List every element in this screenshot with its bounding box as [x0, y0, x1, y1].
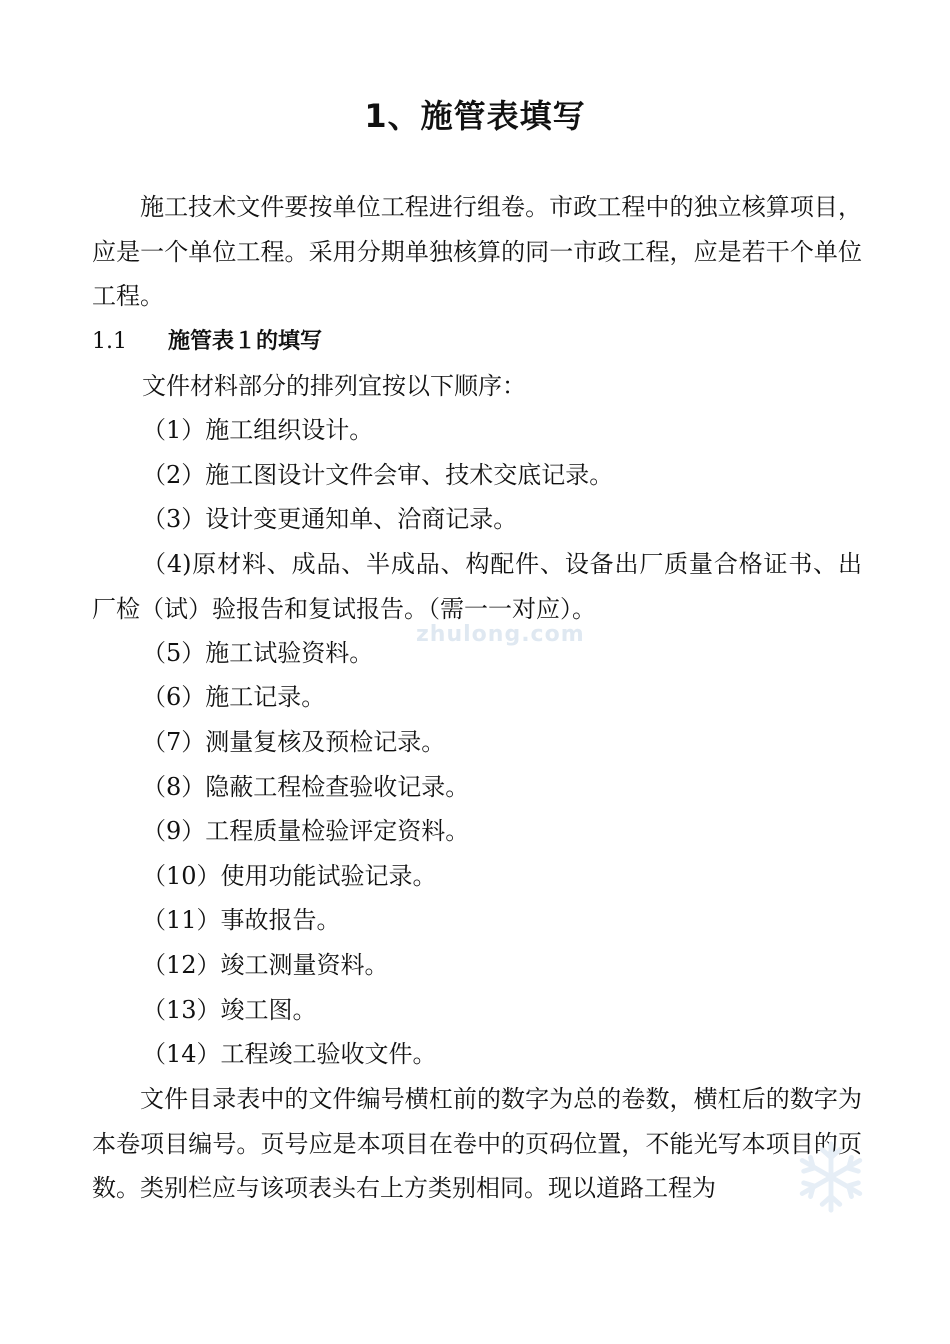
list-item: （7）测量复核及预检记录。 [142, 728, 446, 756]
section-title: 施管表１的填写 [168, 329, 323, 354]
snowflake-logo-icon [792, 1138, 870, 1216]
list-item: （6）施工记录。 [142, 683, 326, 711]
list-item: （10）使用功能试验记录。 [142, 862, 437, 890]
list-item: （2）施工图设计文件会审、技术交底记录。 [142, 461, 614, 489]
list-item: （1）施工组织设计。 [142, 416, 374, 444]
list-item: （9）工程质量检验评定资料。 [142, 817, 470, 845]
list-item: （11）事故报告。 [142, 906, 341, 934]
order-intro: 文件材料部分的排列宜按以下顺序： [142, 372, 526, 400]
list-item: （3）设计变更通知单、洽商记录。 [142, 505, 518, 533]
intro-paragraph: 施工技术文件要按单位工程进行组卷。市政工程中的独立核算项目，应是一个单位工程。采用分期单独核算的同一市政工程，应是若干个单位工程。 [92, 193, 862, 310]
list-item: （12）竣工测量资料。 [142, 951, 389, 979]
watermark: zhulong.com [416, 622, 585, 647]
section-number: 1.1 [92, 329, 127, 354]
section-heading [92, 320, 322, 364]
list-item: （5）施工试验资料。 [142, 639, 374, 667]
list-item: （14）工程竣工验收文件。 [142, 1040, 437, 1068]
page-title: 1、施管表填写 [364, 97, 586, 135]
list-item: （13）竣工图。 [142, 996, 317, 1024]
list-item: （4)原材料、成品、半成品、构配件、设备出厂质量合格证书、出厂检（试）验报告和复试报告。（需一一对应）。 [92, 550, 862, 623]
list-item: （8）隐蔽工程检查验收记录。 [142, 773, 470, 801]
closing-paragraph: 文件目录表中的文件编号横杠前的数字为总的卷数，横杠后的数字为本卷项目编号。页号应是本项目在卷中的页码位置，不能光写本项目的页数。类别栏应与该项表头右上方类别相同。现以道路工程为 [92, 1085, 862, 1202]
